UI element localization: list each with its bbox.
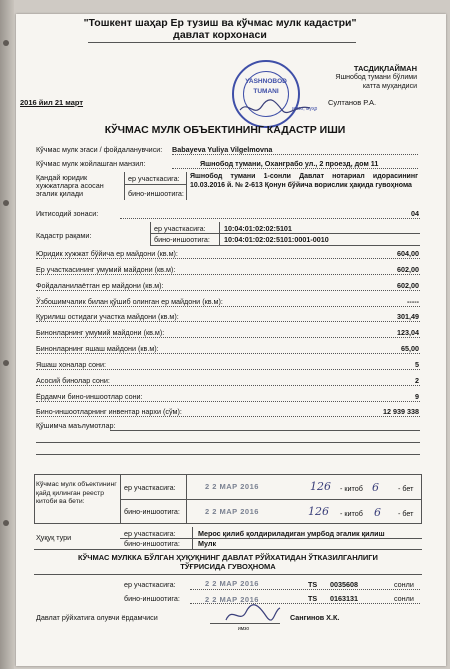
right-type-building-value: Мулк [198,539,217,548]
measure-value: 12 939 338 [383,407,419,416]
approval-block [312,64,417,91]
measure-label: Бино-иншоотларнинг инвентар нархи (сўм): [36,407,182,416]
legal-building-label: бино-иншоотига: [128,189,184,198]
cadastre-building-label: бино-иншоотига: [154,235,210,244]
cadastre-label: Кадастр рақами: [36,231,92,240]
org-line-1: "Тошкент шаҳар Ер тузиш ва кўчмас мулк кадастри" [83,17,357,29]
measure-value: 301,49 [397,312,419,321]
address-label: Кўчмас мулк жойлашган манзил: [36,159,146,168]
measure-rule [36,274,420,275]
measure-value: 2 [415,376,419,385]
zone-value: 04 [411,209,419,218]
certificate-building-label: бино-иншоотига: [124,594,180,603]
registry-land-label: ер участкасига: [124,483,176,492]
owner-label: Кўчмас мулк эгаси / фойдаланувчиси: [36,145,163,154]
stamp-text-2: TUMANI [253,88,279,95]
document-date: 2016 йил 21 март [20,98,84,107]
measure-label: Фойдаланилаётган ер майдони (кв.м): [36,281,164,290]
measure-value: 123,04 [397,328,419,337]
binder-edge [0,0,14,669]
registry-bet-label: - бет [398,509,414,518]
certificate-building-number: 0163131 [330,594,358,603]
notes-line [110,430,420,431]
certificate-title-line-1: КЎЧМАС МУЛККА БЎЛГАН ҲУҚУҚНИНГ ДАВЛАТ РЎЙХАТИДАН ЎТКАЗИЛГАНЛИГИ [78,553,378,562]
registrar-sign-note: имзо [238,626,250,632]
measure-rule [36,416,420,417]
legal-mid-rule [124,184,186,185]
measure-rule [36,369,420,370]
measure-label: Ёрдамчи бино-иншоотлар сони: [36,392,143,401]
registry-land-number: 126 [310,480,331,493]
right-type-bottom-rule [34,549,422,550]
measure-label: Яшаш хоналар сони: [36,360,107,369]
measure-rule [36,337,420,338]
organization-header [70,17,370,41]
right-type-land-value: Мерос қилиб қолдириладиган умрбод эгалик қилиш [198,529,385,538]
measure-value: 9 [415,392,419,401]
certificate-soni-label: сонли [394,594,414,603]
certificate-title-line-2: ТЎҒРИСИДА ГУВОҲНОМА [180,562,276,571]
address-value: Яшнобод тумани, Оханграбо ул., 2 проезд, дом 11 [200,159,379,168]
measure-value: ----- [407,297,419,306]
registrar-sign-line [210,623,280,624]
certificate-date-stamp: 2 2 МАР 2016 [205,579,259,588]
registry-label: Кўчмас мулк объектининг қайд қилинган реестр китоби ва бети: [36,481,117,505]
approval-line-1: Яшнобод тумани бўлими [335,74,417,81]
legal-divider [124,172,125,200]
measure-label: Қурилиш остидаги участка майдони (кв.м): [36,312,179,321]
right-type-building-label: бино-иншоотига: [124,539,180,548]
notes-label: Қўшимча маълумотлар: [36,421,116,430]
measure-rule [36,290,420,291]
registry-kitob-label: - китоб [340,509,363,518]
chief-signature [236,96,316,120]
certificate-soni-label: сонли [394,580,414,589]
binder-hole [3,520,9,526]
certificate-land-rule [190,589,420,590]
certificate-land-number: 0035608 [330,580,358,589]
registry-date-stamp: 2 2 МАР 2016 [205,507,259,516]
measure-value: 602,00 [397,265,419,274]
measure-rule [36,401,420,402]
right-type-label: Ҳуқуқ тури [36,533,72,542]
certificate-series: TS [308,580,318,589]
certificate-land-label: ер участкасига: [124,580,176,589]
legal-label: Қандай юридик хужжатларга асосан эгалик қилади [36,173,104,198]
org-line-2: давлат корхонаси [173,29,267,41]
certificate-series: TS [308,594,318,603]
measure-label: Асосий бинолар сони: [36,376,110,385]
registrar-name: Сангинов Х.К. [290,613,340,622]
cadastre-land-label: ер участкасига: [154,224,206,233]
cadastre-building-value: 10:04:01:02:02:5101:0001-0010 [224,235,329,244]
cadastre-bottom-rule [150,245,420,246]
cadastre-land-value: 10:04:01:02:02:5101 [224,224,292,233]
registrar-label: Давлат рўйхатига олувчи ёрдамчиси [36,613,158,622]
measure-label: Ўзбошимчалик билан қўшиб олинган ер майдони (кв.м): [36,297,223,306]
header-underline [88,42,356,43]
legal-value: Яшнобод тумани 1-сонли Давлат нотариал идорасининг 10.03.2016 й. № 2-613 Қонун бўйича ворислик ҳақида гувоҳнома [190,173,418,189]
measure-label: Ер участкасининг умумий майдони (кв.м): [36,265,176,274]
legal-divider-2 [186,172,187,200]
measure-rule [36,306,420,307]
certificate-rule [34,574,422,575]
owner-rule [172,154,418,155]
registry-kitob-label: - китоб [340,484,363,493]
registry-date-stamp: 2 2 МАР 2016 [205,482,259,491]
registry-land-book: 6 [372,481,379,494]
approval-title: ТАСДИҚЛАЙМАН [353,64,417,73]
stamp-text-1: YASHNOBOD [245,78,287,85]
binder-hole [3,200,9,206]
zone-rule [120,218,420,219]
notes-line [36,454,420,455]
approval-line-2: катта муҳандиси [362,83,417,90]
document-title: КЎЧМАС МУЛК ОБЪЕКТИНИНГ КАДАСТР ИШИ [104,124,346,136]
notes-line [36,442,420,443]
zone-label: Иктисодий зонаси: [36,209,99,218]
certificate-title [34,553,422,571]
legal-land-label: ер участкасига: [128,174,180,183]
registry-mid-rule [120,499,422,500]
right-type-land-label: ер участкасига: [124,529,176,538]
measure-rule [36,385,420,386]
measure-value: 65,00 [401,344,419,353]
chief-name: Султанов Р.А. [328,98,377,107]
measure-value: 5 [415,360,419,369]
measure-value: 602,00 [397,281,419,290]
address-rule [172,168,418,169]
binder-hole [3,40,9,46]
measure-label: Бинонларнинг яшаш майдони (кв.м): [36,344,159,353]
measure-rule [36,321,420,322]
stamp-signature-note: имзо, муҳр [292,106,318,112]
binder-hole [3,360,9,366]
measure-rule [36,353,420,354]
certificate-date-stamp: 2 2 МАР 2016 [205,595,259,604]
owner-value: Babayeva Yuliya Vilgelmovna [172,145,273,154]
registry-building-number: 126 [308,505,329,518]
measure-label: Бинонларнинг умумий майдони (кв.м): [36,328,165,337]
measure-value: 604,00 [397,249,419,258]
registry-building-label: бино-иншоотига: [124,507,180,516]
cadastre-mid-rule [150,233,420,234]
registry-building-book: 6 [374,506,381,519]
right-type-mid-rule [120,538,422,539]
measure-rule [36,258,420,259]
registry-bet-label: - бет [398,484,414,493]
measure-label: Юридик хужжат бўйича ер майдони (кв.м): [36,249,178,258]
